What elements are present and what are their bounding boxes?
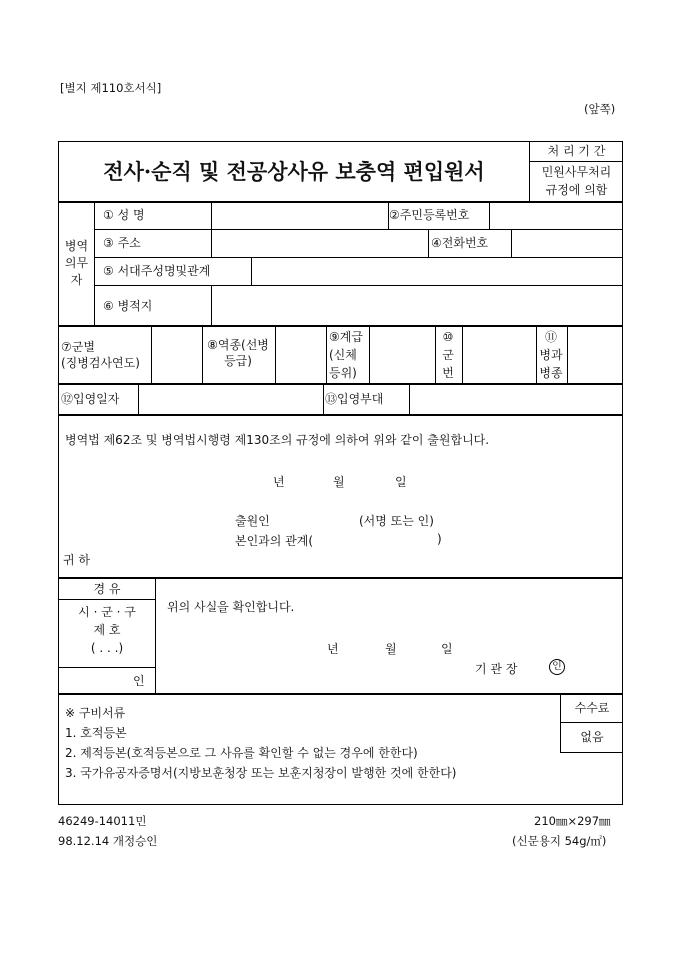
relation-label: 본인과의 관계(: [235, 534, 314, 548]
specialty-field[interactable]: [567, 326, 623, 384]
rank-label: [329, 328, 363, 382]
registry-label: ⑥ 병적지: [103, 299, 153, 313]
confirmation-year: 년: [327, 642, 339, 656]
address-label: ③ 주소: [103, 236, 141, 250]
service-number-label-line1: ⑩: [442, 330, 454, 344]
fee-label: 수수료: [561, 694, 623, 723]
branch-type-label: [61, 339, 140, 371]
registry-row: [95, 286, 622, 326]
documents-heading: ※ 구비서류: [65, 706, 126, 720]
specialty-label-line3: 병종: [539, 366, 563, 380]
signature-label: (서명 또는 인): [359, 514, 434, 528]
enlist-unit-field[interactable]: [409, 384, 623, 415]
processing-period-line1: 민원사무처리: [541, 165, 612, 179]
address-row: [95, 230, 622, 258]
service-class-field[interactable]: [275, 326, 327, 384]
processing-period-line2: 규정에 의함: [545, 183, 608, 197]
name-field[interactable]: [211, 202, 389, 229]
enlist-date-label: ⑫입영일자: [61, 392, 120, 406]
via-office-box: [59, 578, 156, 694]
household-head-row: [95, 258, 622, 286]
service-number-label-line3: 번: [442, 366, 454, 380]
confirmation-block: [58, 577, 623, 695]
military-duty-label: [59, 202, 95, 326]
rank-label-line2: (신체: [329, 348, 357, 362]
title-block: [58, 141, 623, 203]
military-info-block: [58, 325, 623, 385]
rank-label-line1: ⑨계급: [329, 330, 363, 344]
branch-type-field[interactable]: [151, 326, 203, 384]
form-title: 전사·순직 및 전공상사유 보충역 편입원서: [103, 159, 485, 184]
household-head-field[interactable]: [251, 258, 623, 285]
paper-size: 210㎜×297㎜: [534, 814, 611, 828]
via-divider: [59, 599, 155, 600]
branch-type-label-line2: (징병검사연도): [61, 356, 140, 370]
page-side: (앞쪽): [584, 102, 616, 116]
processing-period-box: [529, 142, 623, 202]
rank-label-line3: 등위): [329, 366, 357, 380]
office-label-line3: ( . . .): [90, 641, 124, 655]
service-class-label-line2: 등급): [224, 354, 252, 368]
fee-box: [560, 694, 623, 753]
document-item-1: 1. 호적등본: [65, 726, 127, 740]
specialty-label: [536, 328, 566, 382]
name-row: [95, 202, 622, 230]
fee-value: 없음: [580, 730, 604, 744]
documents-block: [58, 693, 623, 805]
service-class-label: [202, 337, 274, 369]
office-label-line1: 시 · 군 · 구: [78, 605, 136, 619]
office-label-line2: 제 호: [93, 623, 121, 637]
form-code: 46249-14011민: [58, 814, 147, 828]
application-month: 월: [333, 475, 345, 489]
service-number-field[interactable]: [462, 326, 537, 384]
group-label-line3: 자: [70, 273, 83, 287]
paper-type: (신문용지 54g/㎡): [512, 834, 607, 848]
address-field[interactable]: [211, 230, 429, 257]
enlistment-row: [58, 383, 623, 416]
branch-type-label-line1: ⑦군별: [61, 340, 95, 354]
name-label: ① 성 명: [103, 208, 145, 222]
phone-label: ④전화번호: [431, 236, 489, 250]
recipient-label: 귀 하: [63, 553, 90, 567]
specialty-label-line2: 병과: [539, 348, 563, 362]
registry-field[interactable]: [211, 286, 623, 326]
approval-date: 98.12.14 개정승인: [58, 834, 158, 848]
enlist-date-field[interactable]: [138, 384, 324, 415]
application-block: [58, 414, 623, 579]
document-item-3: 3. 국가유공자증명서(지방보훈청장 또는 보훈지청장이 발행한 것에 한한다): [65, 766, 457, 780]
relation-close: ): [437, 532, 442, 546]
service-class-label-line1: ⑧역종(선병: [207, 338, 269, 352]
document-item-2: 2. 제적등본(호적등본으로 그 사유를 확인할 수 없는 경우에 한한다): [65, 746, 418, 760]
group-label-line1: 병역: [64, 239, 89, 253]
enlist-unit-label: ⑬입영부대: [325, 392, 384, 406]
group-label-line2: 의무: [64, 256, 89, 270]
agency-head-label: 기 관 장: [475, 662, 518, 676]
applicant-label: 출원인: [235, 514, 270, 528]
application-statement: 병역법 제62조 및 병역법시행령 제130조의 규정에 의하여 위와 같이 출원합니다.: [65, 433, 490, 447]
processing-period-label: 처 리 기 간: [530, 142, 623, 162]
seal-divider: [59, 667, 155, 668]
confirmation-statement: 위의 사실을 확인합니다.: [167, 600, 295, 614]
via-seal-label: 인: [133, 674, 145, 688]
form-number: [별지 제110호서식]: [60, 81, 162, 95]
phone-field[interactable]: [511, 230, 623, 257]
confirmation-day: 일: [441, 642, 453, 656]
service-number-label-line2: 군: [442, 348, 454, 362]
rank-field[interactable]: [369, 326, 436, 384]
rrn-label: ②주민등록번호: [389, 208, 470, 222]
specialty-label-line1: ⑪: [544, 330, 557, 344]
via-label: 경 유: [93, 582, 121, 596]
service-number-label: [435, 328, 461, 382]
application-year: 년: [273, 475, 285, 489]
seal-mark: 인: [549, 659, 565, 675]
person-info-block: [58, 201, 623, 327]
rrn-field[interactable]: [489, 202, 623, 229]
confirmation-month: 월: [385, 642, 397, 656]
household-head-label: ⑤ 서대주성명및관계: [103, 264, 211, 278]
application-day: 일: [395, 475, 407, 489]
